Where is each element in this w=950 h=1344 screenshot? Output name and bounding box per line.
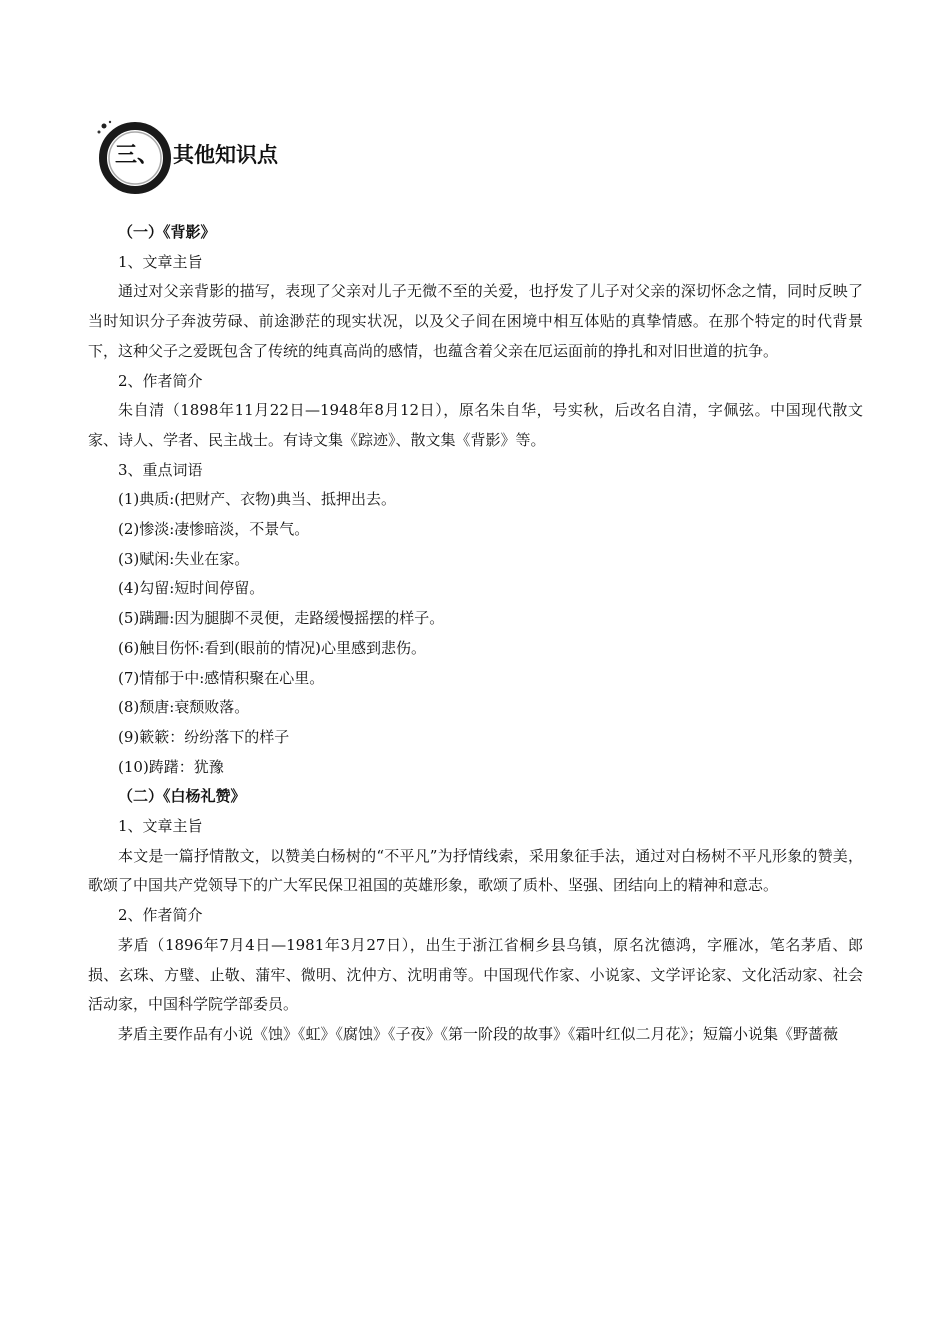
paragraph: 茅盾主要作品有小说《蚀》《虹》《腐蚀》《子夜》《第一阶段的故事》《霜叶红似二月花》；短篇小说集《野蔷薇 — [118, 1024, 839, 1043]
document-body — [88, 218, 863, 1050]
subsection-label: 2、作者简介 — [118, 906, 203, 925]
vocab-item: (3)赋闲:失业在家。 — [118, 549, 250, 568]
subsection-label: 1、文章主旨 — [118, 817, 203, 836]
paragraph: 本文是一篇抒情散文，以赞美白杨树的“不平凡”为抒情线索，采用象征手法，通过对白杨树不平凡形象的赞美，歌颂了中国共产党领导下的广大军民保卫祖国的英雄形象，歌颂了质朴、坚强、团结向上的精神和意志。 — [88, 846, 863, 895]
vocab-item: (4)勾留:短时间停留。 — [118, 579, 265, 598]
vocab-item: (5)蹒跚:因为腿脚不灵便，走路缓慢摇摆的样子。 — [118, 609, 445, 628]
vocab-item: (8)颓唐:衰颓败落。 — [118, 698, 250, 717]
section-title: （二）《白杨礼赞》 — [118, 787, 246, 806]
subsection-label: 3、重点词语 — [118, 460, 203, 479]
vocab-item: (1)典质:(把财产、衣物)典当、抵押出去。 — [118, 490, 397, 509]
vocab-item: (6)触目伤怀:看到(眼前的情况)心里感到悲伤。 — [118, 638, 427, 657]
heading-number: 三、 — [115, 143, 160, 168]
subsection-label: 1、文章主旨 — [118, 252, 203, 271]
vocab-item: (10)踌躇：犹豫 — [118, 757, 224, 776]
page-title: 其他知识点 — [173, 143, 278, 167]
section-title: （一）《背影》 — [118, 223, 216, 241]
vocab-item: (9)簌簌：纷纷落下的样子 — [118, 727, 290, 746]
vocab-item: (7)情郁于中:感情积聚在心里。 — [118, 668, 325, 687]
paragraph: 茅盾（1896年7月4日—1981年3月27日），出生于浙江省桐乡县乌镇，原名沈德鸿，字雁冰，笔名茅盾、郎损、玄珠、方璧、止敬、蒲牢、微明、沈仲方、沈明甫等。中国现代作家、小说家、文学评论家、文化活动家、社会活动家，中国科学院学部委员。 — [88, 935, 863, 1014]
vocab-item: (2)惨淡:凄惨暗淡，不景气。 — [118, 520, 310, 539]
paragraph: 通过对父亲背影的描写，表现了父亲对儿子无微不至的关爱，也抒发了儿子对父亲的深切怀念之情，同时反映了当时知识分子奔波劳碌、前途渺茫的现实状况，以及父子间在困境中相互体贴的真挚情感。在那个特定的时代背景下，这种父子之爱既包含了传统的纯真高尚的感情，也蕴含着父亲在厄运面前的挣扎和对旧世道的抗争。 — [88, 282, 863, 360]
subsection-label: 2、作者简介 — [118, 371, 203, 390]
paragraph: 朱自清（1898年11月22日—1948年8月12日），原名朱自华，号实秋，后改名自清，字佩弦。中国现代散文家、诗人、学者、民主战士。有诗文集《踪迹》、散文集《背影》等。 — [88, 401, 863, 449]
